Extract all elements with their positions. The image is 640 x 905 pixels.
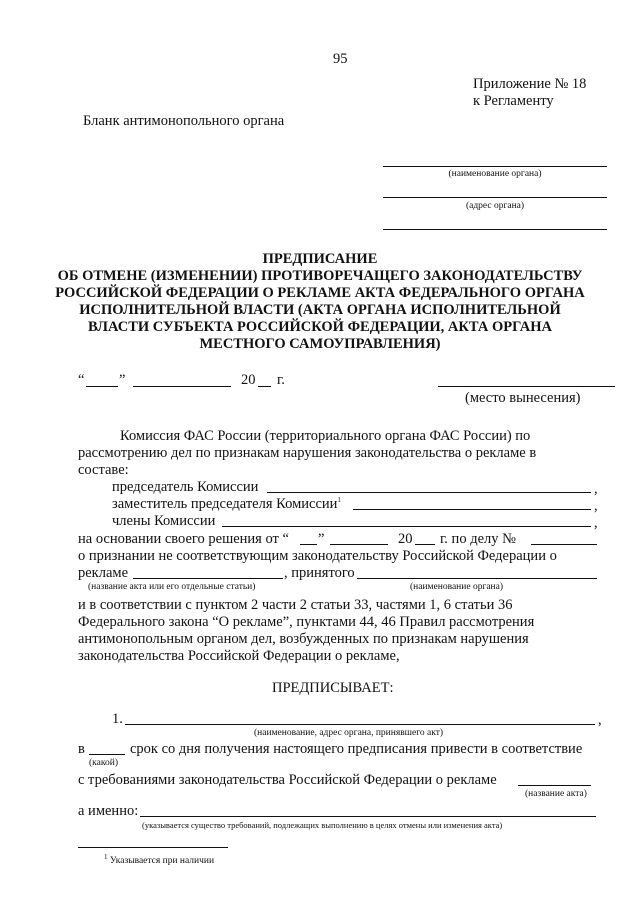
form-label: Бланк антимонопольного органа (83, 113, 285, 129)
term-text: срок со дня получения настоящего предписания привести в соответствие (130, 741, 583, 757)
members-label: члены Комиссии (112, 513, 216, 529)
act-name-caption: (название акта или его отдельные статьи) (88, 582, 256, 592)
page-number: 95 (333, 51, 348, 67)
date-month-line (133, 386, 231, 387)
p1-line3: составе: (78, 462, 129, 478)
title-line4: ИСПОЛНИТЕЛЬНОЙ ВЛАСТИ (АКТА ОРГАНА ИСПОЛНИТЕЛЬНОЙ (79, 302, 561, 318)
members-comma: , (594, 515, 598, 531)
recognition-line: о признании не соответствующим законодательству Российской Федерации о (78, 548, 557, 564)
basis-c: 20 (398, 531, 413, 547)
deputy-text: заместитель председателя Комиссии (112, 496, 338, 512)
date-quote-open: “ (78, 372, 85, 388)
act-title-line (518, 785, 591, 786)
case-number-line (531, 544, 597, 545)
act-title-caption: (название акта) (525, 789, 587, 799)
org-name-line (383, 166, 607, 167)
footnote-ref: 1 (337, 496, 341, 505)
requirements-text: с требованиями законодательства Российской Федерации о рекламе (78, 772, 497, 788)
adopting-org-line (357, 578, 597, 579)
chairman-label: председатель Комиссии (112, 479, 259, 495)
basis-a: на основании своего решения от “ (78, 531, 289, 547)
p2-line4: законодательства Российской Федерации о рекламе, (78, 648, 400, 664)
deputy-comma: , (594, 498, 598, 514)
basis-year-line (415, 544, 435, 545)
title-line1: ПРЕДПИСАНИЕ (262, 251, 378, 267)
p2-line2: Федерального закона “О рекламе”, пунктами 44, 46 Правил рассмотрения (78, 614, 535, 630)
extra-header-line (383, 229, 607, 230)
advertising-word: рекламе (78, 565, 129, 581)
date-day-line (86, 386, 118, 387)
members-line (222, 526, 591, 527)
in-word: в (78, 741, 85, 757)
appendix-line1: Приложение № 18 (473, 76, 587, 92)
title-line5: ВЛАСТИ СУБЪЕКТА РОССИЙСКОЙ ФЕДЕРАЦИИ, АКТА ОРГАНА (88, 319, 552, 335)
org-name-caption: (наименование органа) (448, 169, 542, 179)
org-address-caption: (адрес органа) (465, 201, 525, 211)
date-year-line (258, 386, 271, 387)
p1-line2: рассмотрению дел по признакам нарушения законодательства о рекламе в (78, 445, 537, 461)
essence-caption: (указывается существо требований, подлежащих выполнению в целях отмены или изменения акта) (142, 820, 503, 830)
date-year-prefix: 20 (241, 372, 256, 388)
term-line (89, 754, 125, 755)
org-address-line (383, 197, 607, 198)
p1-line1: Комиссия ФАС России (территориального органа ФАС России) по (120, 428, 531, 444)
item1-comma: , (598, 712, 602, 728)
item1-org-caption: (наименование, адрес органа, принявшего акт) (254, 728, 444, 738)
basis-d: г. по делу № (440, 531, 516, 547)
place-caption: (место вынесения) (465, 390, 581, 406)
item1-org-line (125, 724, 595, 725)
act-name-line (133, 578, 283, 579)
date-quote-close: ” (119, 372, 126, 388)
namely-line (140, 816, 596, 817)
footnote-separator (78, 847, 228, 848)
title-line6: МЕСТНОГО САМОУПРАВЛЕНИЯ) (199, 336, 441, 352)
chairman-line (267, 492, 591, 493)
basis-day-line (300, 544, 317, 545)
basis-month-line (330, 544, 388, 545)
prescribes-heading: ПРЕДПИСЫВАЕТ: (272, 680, 394, 696)
chairman-comma: , (594, 481, 598, 497)
basis-b: ” (318, 531, 325, 547)
footnote (104, 853, 214, 866)
p2-line3: антимонопольным органом дел, возбужденных по признакам нарушения (78, 631, 529, 647)
footnote-mark: 1 (104, 853, 108, 861)
title-line2: ОБ ОТМЕНЕ (ИЗМЕНЕНИИ) ПРОТИВОРЕЧАЩЕГО ЗАКОНОДАТЕЛЬСТВУ (57, 268, 583, 284)
adopted-word: , принятого (284, 565, 355, 581)
appendix-line2: к Регламенту (473, 93, 554, 109)
p2-line1: и в соответствии с пунктом 2 части 2 статьи 33, частями 1, 6 статьи 36 (78, 597, 513, 613)
date-g: г. (277, 372, 285, 388)
place-line (438, 386, 615, 387)
item1-number: 1. (112, 711, 123, 727)
deputy-label (112, 496, 341, 513)
footnote-text: Указывается при наличии (109, 856, 215, 867)
title-line3: РОССИЙСКОЙ ФЕДЕРАЦИИ О РЕКЛАМЕ АКТА ФЕДЕРАЛЬНОГО ОРГАНА (55, 285, 585, 301)
which-caption: (какой) (89, 758, 118, 768)
adopting-org-caption: (наименование органа) (410, 582, 504, 592)
deputy-line (353, 509, 591, 510)
namely-label: а именно: (78, 803, 139, 819)
